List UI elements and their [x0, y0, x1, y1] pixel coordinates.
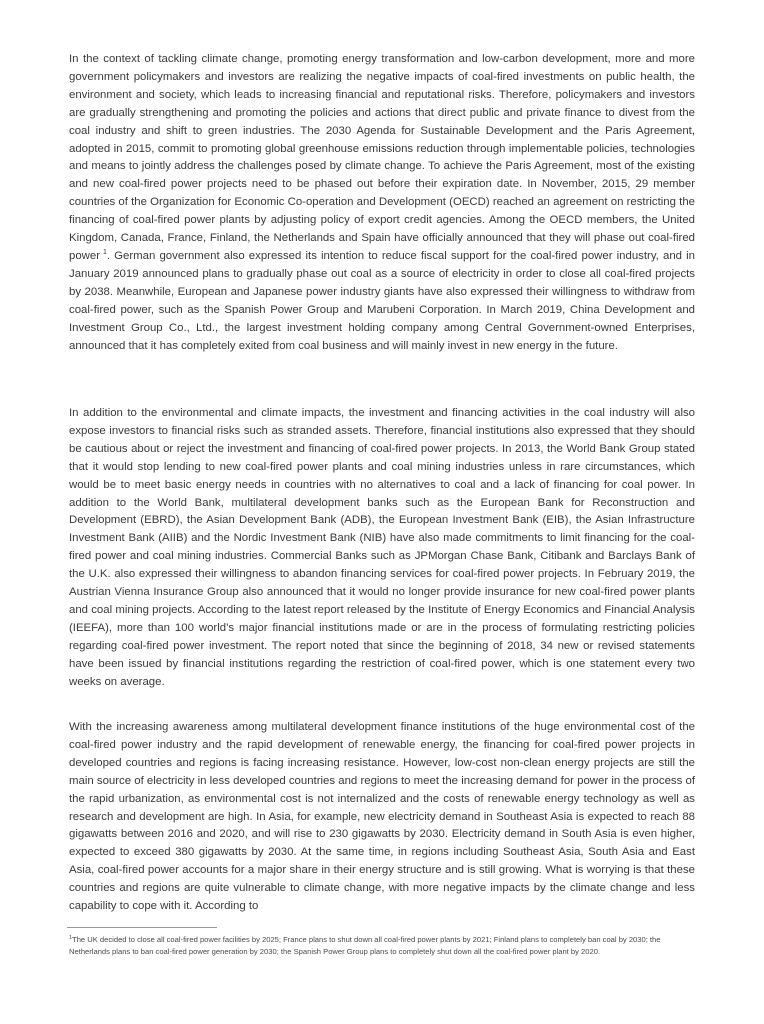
footnote-reference: 1 — [102, 248, 107, 256]
footnote — [69, 934, 695, 959]
footnote-number: 1 — [69, 935, 73, 941]
paragraph-1-text-a: In the context of tackling climate change, promoting energy transformation and low-carbon development, more and more government policymakers and investors are realizing the negative impacts of coal-fired investments on public health, the environment and society, which leads to increasing financial and reputational risks. Therefore, policymakers and investors are gradually strengthening and promoting the policies and actions that direct public and private finance to divest from the coal industry and shift to green industries. The 2030 Agenda for Sustainable Development and the Paris Agreement, adopted in 2015, commit to promoting global greenhouse emissions reduction through implementable policies, technologies and means to jointly address the challenges posed by climate change. To achieve the Paris Agreement, most of the existing and new coal-fired power projects need to be phased out before their expiration date. In November, 2015, 29 member countries of the Organization for Economic Co-operation and Development (OECD) reached an agreement on restricting the financing of coal-fired power plants by adjusting policy of export credit agencies. Among the OECD members, the United Kingdom, Canada, France, Finland, the Netherlands and Spain have officially announced that they will phase out coal-fired power — [69, 53, 695, 262]
footnote-divider — [67, 927, 217, 928]
body-paragraph-3: With the increasing awareness among multilateral development finance institutions of the huge environmental cost of the coal-fired power industry and the rapid development of renewable energy, the financing for coal-fired power projects in developed countries and regions is facing increasing resistance. However, low-cost non-clean energy projects are still the main source of electricity in less developed countries and regions to meet the increasing demand for power in the process of the rapid urbanization, as environmental cost is not internalized and the costs of renewable energy technology as well as research and development are high. In Asia, for example, new electricity demand in Southeast Asia is expected to reach 88 gigawatts between 2016 and 2020, and will rise to 230 gigawatts by 2030. Electricity demand in South Asia is even higher, expected to exceed 380 gigawatts by 2030. At the same time, in regions including Southeast Asia, South Asia and East Asia, coal-fired power accounts for a major share in their energy structure and is still growing. What is worrying is that these countries and regions are quite vulnerable to climate change, with more negative impacts by the climate change and less capability to cope with it. According to — [69, 721, 695, 913]
body-paragraph-1 — [69, 51, 695, 355]
body-paragraph-2: In addition to the environmental and climate impacts, the investment and financing activities in the coal industry will also expose investors to financial risks such as stranded assets. Therefore, financial institutions also expressed that they should be cautious about or reject the investment and financing of coal-fired power projects. In 2013, the World Bank Group stated that it would stop lending to new coal-fired power plants and coal mining industries unless in rare circumstances, which would be to meet basic energy needs in countries with no alternatives to coal and a lack of financing for coal power. In addition to the World Bank, multilateral development banks such as the European Bank for Reconstruction and Development (EBRD), the Asian Development Bank (ADB), the European Investment Bank (EIB), the Asian Infrastructure Investment Bank (AIIB) and the Nordic Investment Bank (NIB) have also made commitments to limit financing for the coal-fired power and coal mining industries. Commercial Banks such as JPMorgan Chase Bank, Citibank and Barclays Bank of the U.K. also expressed their willingness to abandon financing services for coal-fired power projects. In February 2019, the Austrian Vienna Insurance Group also announced that it would no longer provide insurance for new coal-fired power plants and coal mining projects. According to the latest report released by the Institute of Energy Economics and Financial Analysis (IEEFA), more than 100 world’s major financial institutions made or are in the process of formulating restricting policies regarding coal-fired power investment. The report noted that since the beginning of 2018, 34 new or revised statements have been issued by financial institutions regarding the restriction of coal-fired power, which is one statement every two weeks on average. — [69, 407, 695, 688]
footnote-text: The UK decided to close all coal-fired power facilities by 2025; France plans to shut down all coal-fired power plants by 2021; Finland plans to completely ban coal by 2030; the Netherlands plans to ban coal-fired power generation by 2030; the Spanish Power Group plans to completely shut down all the coal-fired power plant by 2020. — [69, 935, 661, 957]
paragraph-1-text-b: . German government also expressed its intention to reduce fiscal support for the coal-fired power industry, and in January 2019 announced plans to gradually phase out coal as a source of electricity in order to close all coal-fired projects by 2038. Meanwhile, European and Japanese power industry giants have also expressed their willingness to withdraw from coal-fired power, such as the Spanish Power Group and Marubeni Corporation. In March 2019, China Development and Investment Group Co., Ltd., the largest investment holding company among Central Government-owned Enterprises, announced that it has completely exited from coal business and will mainly invest in new energy in the future. — [69, 249, 696, 352]
